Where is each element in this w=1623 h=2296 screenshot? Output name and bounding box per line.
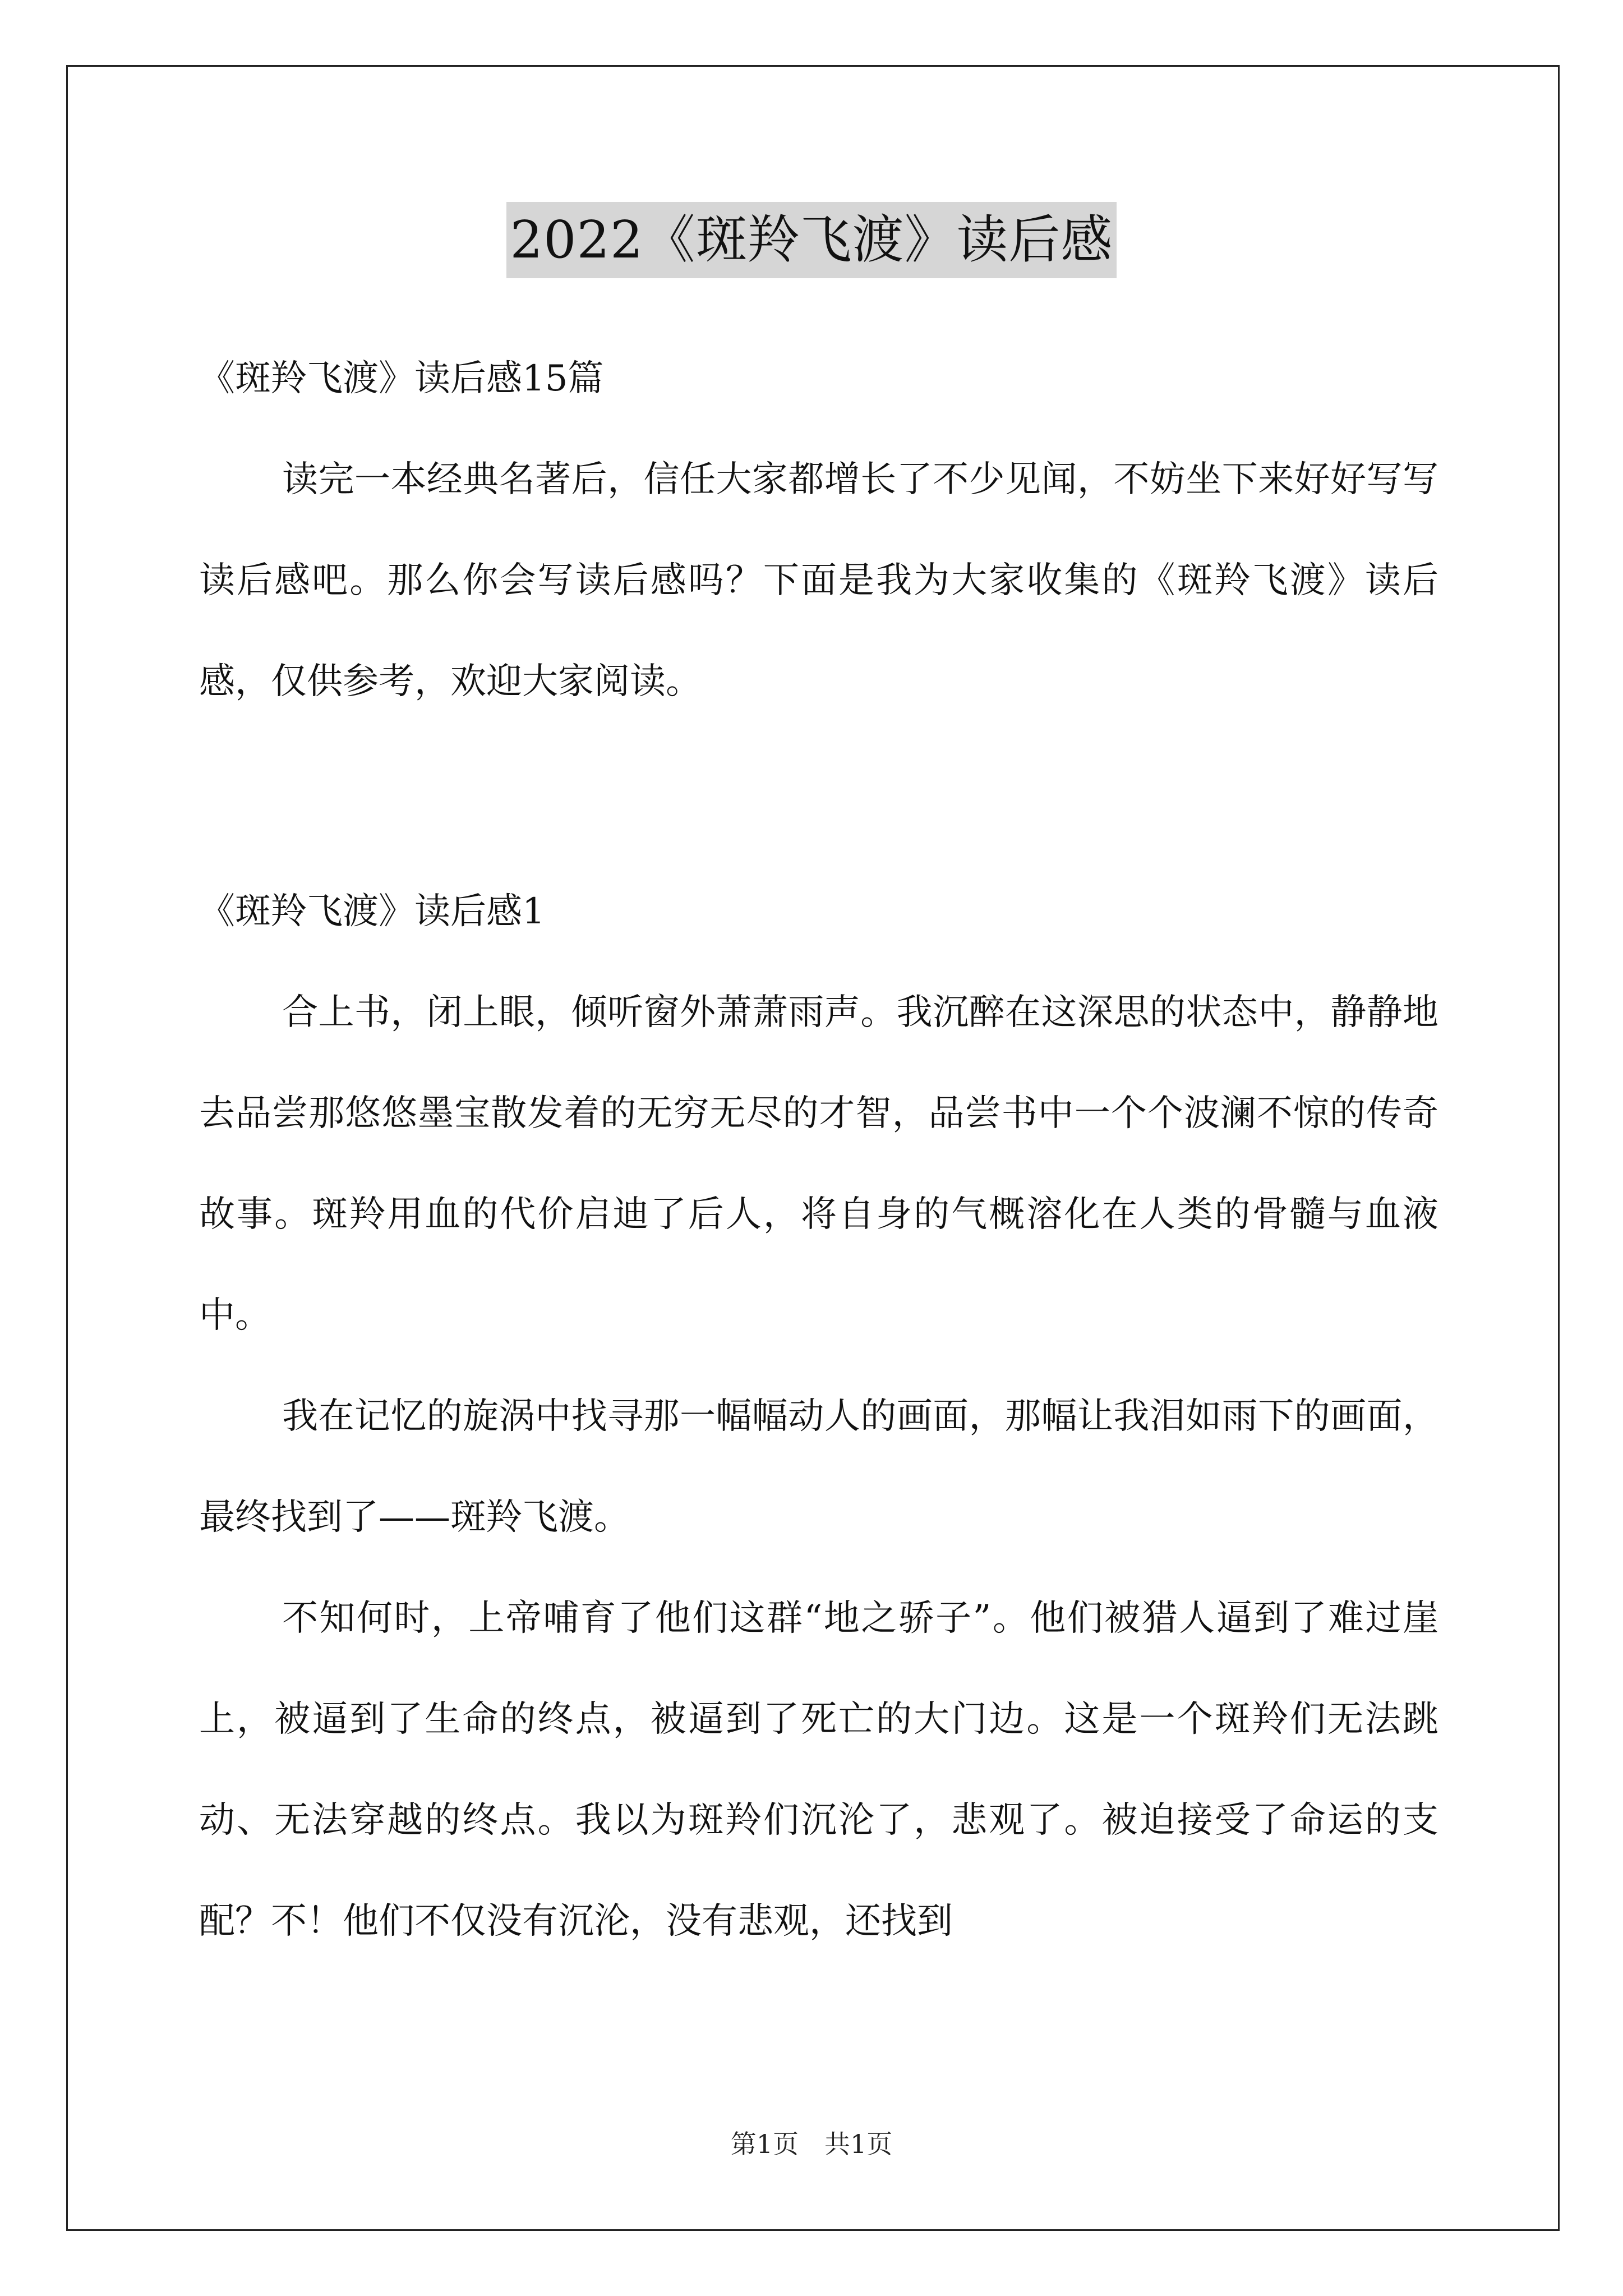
body-paragraph-1: 合上书，闭上眼，倾听窗外萧萧雨声。我沉醉在这深思的状态中，静静地去品尝那悠悠墨宝散发着的无穷无尽的才智，品尝书中一个个波澜不惊的传奇故事。斑羚用血的代价启迪了后人，将自身的气概溶化在人类的骨髓与血液中。: [199, 992, 1438, 1336]
section-heading: 《斑羚飞渡》读后感1: [199, 891, 545, 932]
document-title: 2022《斑羚飞渡》读后感: [506, 202, 1116, 278]
body-paragraph-3: 不知何时，上帝哺育了他们这群“地之骄子”。他们被猎人逼到了难过崖上，被逼到了生命的终点，被逼到了死亡的大门边。这是一个斑羚们无法跳动、无法穿越的终点。我以为斑羚们沉沦了，悲观了。被迫接受了命运的支配？不！他们不仅没有沉沦，没有悲观，还找到: [199, 1598, 1438, 1942]
intro-paragraph: 读完一本经典名著后，信任大家都增长了不少见闻，不妨坐下来好好写写读后感吧。那么你会写读后感吗？下面是我为大家收集的《斑羚飞渡》读后感，仅供参考，欢迎大家阅读。: [199, 459, 1438, 702]
page-number-footer: 第1页 共1页: [730, 2129, 893, 2159]
collection-heading: 《斑羚飞渡》读后感15篇: [199, 358, 604, 399]
title-container: [0, 202, 1623, 278]
body-paragraph-2: 我在记忆的旋涡中找寻那一幅幅动人的画面，那幅让我泪如雨下的画面，最终找到了——斑羚飞渡。: [199, 1396, 1438, 1538]
